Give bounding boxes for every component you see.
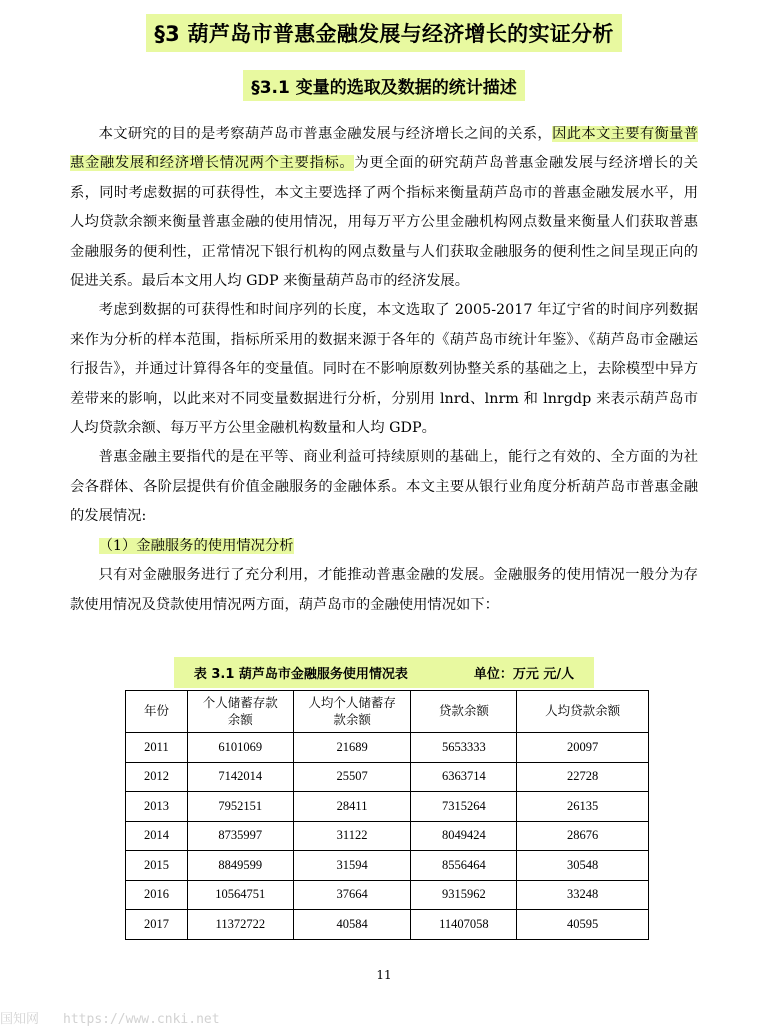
table-caption-box (174, 657, 594, 688)
paragraph-1-start: 本文研究的目的是考察葫芦岛市普惠金融发展与经济增长之间的关系， (98, 126, 553, 142)
table-cell: 2016 (126, 880, 188, 910)
table-cell: 33248 (517, 880, 649, 910)
table-cell: 20097 (517, 733, 649, 763)
table-cell: 21689 (293, 733, 411, 763)
table-cell: 11372722 (187, 910, 293, 940)
table-cell: 2015 (126, 851, 188, 881)
watermark-site-name: 国知网 (0, 1012, 40, 1027)
table-cell: 8556464 (411, 851, 517, 881)
watermark (0, 1008, 220, 1027)
financial-services-table (125, 690, 649, 940)
table-cell: 31594 (293, 851, 411, 881)
table-cell: 10564751 (187, 880, 293, 910)
header-cell: 人均个人储蓄存款余额 (293, 691, 411, 733)
table-cell: 7142014 (187, 762, 293, 792)
table-cell: 2017 (126, 910, 188, 940)
table-cell: 40595 (517, 910, 649, 940)
table-caption-title: 表 3.1 葫芦岛市金融服务使用情况表 (193, 667, 408, 682)
table-header-row (126, 691, 649, 733)
paragraph-1-highlight: 因此本文主要有衡量普惠金融发展和经济增长情况两个主要指标。 (70, 126, 699, 172)
table-cell: 5653333 (411, 733, 517, 763)
table-row (126, 821, 649, 851)
table-cell: 2014 (126, 821, 188, 851)
table-row (126, 762, 649, 792)
header-cell: 贷款余额 (411, 691, 517, 733)
paragraph-1 (70, 120, 698, 296)
table-cell: 2011 (126, 733, 188, 763)
table-cell: 8735997 (187, 821, 293, 851)
table-cell: 7952151 (187, 792, 293, 822)
table-cell: 2013 (126, 792, 188, 822)
table-cell: 25507 (293, 762, 411, 792)
table-cell: 40584 (293, 910, 411, 940)
header-cell: 人均贷款余额 (517, 691, 649, 733)
subsection-heading (0, 70, 768, 101)
subheading-1-label: （1）金融服务的使用情况分析 (98, 537, 294, 554)
table-caption (0, 657, 768, 688)
table-row (126, 733, 649, 763)
table-cell: 8049424 (411, 821, 517, 851)
table-row (126, 851, 649, 881)
table-caption-unit: 单位：万元 元/人 (473, 667, 575, 682)
table-cell: 9315962 (411, 880, 517, 910)
table-cell: 6363714 (411, 762, 517, 792)
section-heading (0, 14, 768, 52)
subsection-title: §3.1 变量的选取及数据的统计描述 (243, 70, 525, 101)
header-cell: 个人储蓄存款余额 (187, 691, 293, 733)
table-cell: 22728 (517, 762, 649, 792)
table-row (126, 910, 649, 940)
table-cell: 31122 (293, 821, 411, 851)
table-cell: 8849599 (187, 851, 293, 881)
table-cell: 28411 (293, 792, 411, 822)
watermark-url: https://www.cnki.net (63, 1012, 220, 1027)
header-cell: 年份 (126, 691, 188, 733)
table-cell: 7315264 (411, 792, 517, 822)
paragraph-4: 只有对金融服务进行了充分利用，才能推动普惠金融的发展。金融服务的使用情况一般分为存款使用情况及贷款使用情况两方面，葫芦岛市的金融使用情况如下： (70, 567, 698, 613)
paragraph-3: 普惠金融主要指代的是在平等、商业利益可持续原则的基础上，能行之有效的、全方面的为社会各群体、各阶层提供有价值金融服务的金融体系。本文主要从银行业角度分析葫芦岛市普惠金融的发展情况: (70, 449, 698, 525)
paragraph-1-rest: 为更全面的研究葫芦岛普惠金融发展与经济增长的关系，同时考虑数据的可获得性，本文主要选择了两个指标来衡量葫芦岛市的普惠金融发展水平，用人均贷款余额来衡量普惠金融的使用情况，用每万平方公里金融机构网点数量来衡量人们获取普惠金融服务的便利性，正常情况下银行机构的网点数量与人们获取金融服务的便利性之间呈现正向的促进关系。最后本文用人均 GDP 来衡量葫芦岛市的经济发展。 (70, 155, 699, 290)
table-row (126, 792, 649, 822)
table-cell: 28676 (517, 821, 649, 851)
table-cell: 30548 (517, 851, 649, 881)
table-row (126, 880, 649, 910)
table-cell: 26135 (517, 792, 649, 822)
body-text (70, 120, 698, 620)
subheading-1 (70, 532, 698, 561)
table-cell: 2012 (126, 762, 188, 792)
table-cell: 37664 (293, 880, 411, 910)
table-cell: 11407058 (411, 910, 517, 940)
page-number: 11 (376, 968, 392, 982)
table-cell: 6101069 (187, 733, 293, 763)
section-title: §3 葫芦岛市普惠金融发展与经济增长的实证分析 (146, 14, 621, 52)
paragraph-2: 考虑到数据的可获得性和时间序列的长度，本文选取了 2005-2017 年辽宁省的时间序列数据来作为分析的样本范围，指标所采用的数据来源于各年的《葫芦岛市统计年鉴》、《葫芦岛市金融运行报告》，并通过计算得各年的变量值。同时在不影响原数列协整关系的基础之上，去除模型中异方差带来的影响，以此来对不同变量数据进行分析，分别用 lnrd、lnrm 和 lnrgdp 来表示葫芦岛市人均贷款余额、每万平方公里金融机构数量和人均 GDP。 (70, 302, 698, 437)
